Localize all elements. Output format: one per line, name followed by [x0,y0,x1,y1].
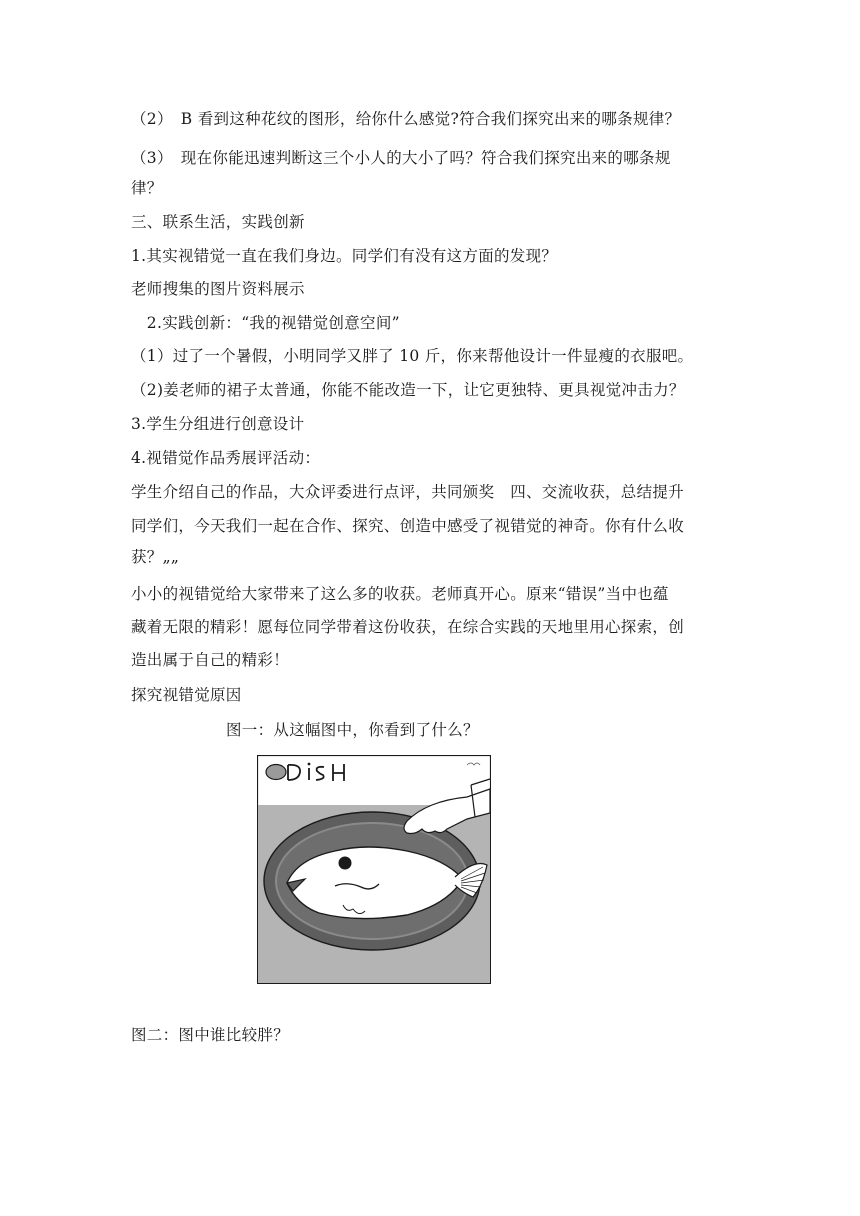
task-2-text: （2)姜老师的裙子太普通，你能不能改造一下，让它更独特、更具视觉冲击力？ [131,381,685,399]
item-2-text: 2.实践创新：“我的视错觉创意空间” [131,314,400,332]
explore-heading: 探究视错觉原因 [131,686,242,704]
summary-continuation: 获？„„ [131,548,180,566]
item-4-text: 4.视错觉作品秀展评活动： [131,449,321,467]
closing-paragraph-line-1: 小小的视错觉给大家带来了这么多的收获。老师真开心。原来“错误”当中也蕴 [131,585,669,603]
task-1-text: （1）过了一个暑假，小明同学又胖了 10 斤，你来帮他设计一件显瘦的衣服吧。 [131,347,694,365]
closing-paragraph-line-3: 造出属于自己的精彩！ [131,651,290,669]
summary-text: 同学们，今天我们一起在合作、探究、创造中感受了视错觉的神奇。你有什么收 [131,517,685,535]
fish-eye [339,857,352,870]
closing-paragraph-line-2: 藏着无限的精彩！愿每位同学带着这份收获，在综合实践的天地里用心探索，创 [131,618,685,636]
section-3-heading: 三、联系生活，实践创新 [131,213,305,231]
teacher-images-text: 老师搜集的图片资料展示 [131,280,305,298]
item-3-text: 3.学生分组进行创意设计 [131,415,305,433]
question-2-line: （2） B 看到这种花纹的图形，给你什么感觉?符合我们探究出来的哪条规律？ [131,110,681,128]
student-intro-text: 学生介绍自己的作品，大众评委进行点评，共同颁奖 四、交流收获，总结提升 [131,483,685,501]
fish-plate-illusion-image [257,755,491,984]
figure-1-caption: 图一：从这幅图中，你看到了什么？ [226,721,479,739]
question-3-continuation: 律？ [131,179,163,197]
figure-2-caption: 图二：图中谁比较胖？ [131,1026,290,1044]
question-3-line: （3） 现在你能迅速判断这三个小人的大小了吗？符合我们探究出来的哪条规 [131,149,671,167]
item-1-text: 1.其实视错觉一直在我们身边。同学们有没有这方面的发现？ [131,247,558,265]
